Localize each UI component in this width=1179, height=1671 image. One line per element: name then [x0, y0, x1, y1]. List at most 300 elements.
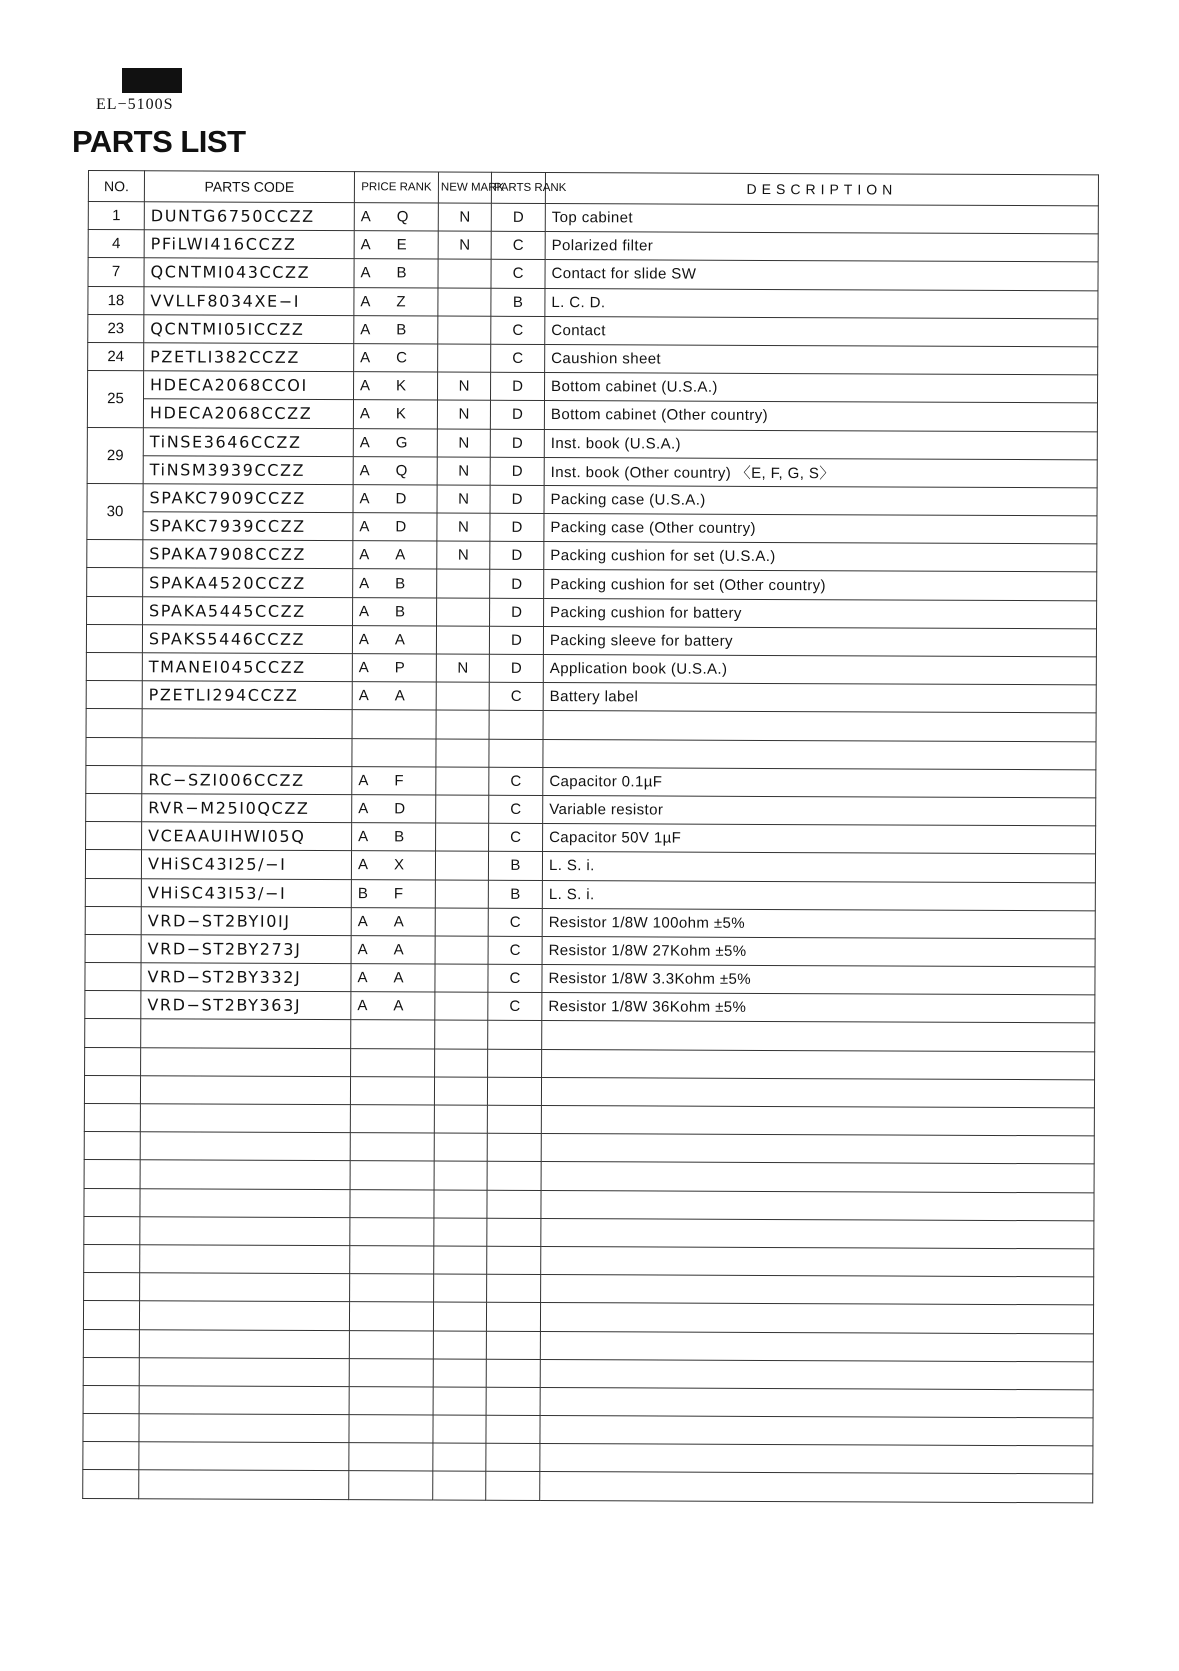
price-rank: [350, 1274, 434, 1303]
price-rank-letter-2: B: [395, 574, 407, 592]
table-row: [85, 934, 1095, 967]
parts-code: VRD−ST2BY363J: [141, 991, 351, 1020]
price-rank: [351, 964, 435, 993]
parts-rank: [488, 1049, 542, 1077]
item-number: [85, 1019, 141, 1047]
new-mark: [437, 569, 490, 597]
parts-rank: D: [490, 513, 544, 541]
new-mark: [435, 851, 488, 879]
price-rank-letter-2: A: [394, 631, 407, 649]
model-number: EL−5100S: [96, 96, 174, 113]
parts-code: SPAKA7908CCZZ: [143, 540, 353, 569]
parts-code: SPAKS5446CCZZ: [142, 625, 352, 654]
price-rank-letter-1: A: [359, 518, 371, 536]
table-row: [88, 371, 1098, 404]
price-rank-letter-1: A: [359, 602, 371, 620]
item-number: [85, 850, 141, 878]
new-mark: N: [437, 429, 490, 457]
price-rank-letter-2: C: [396, 349, 409, 367]
price-rank: [353, 597, 437, 626]
parts-rank: B: [491, 288, 545, 316]
table-row: [84, 1273, 1094, 1306]
price-rank-letter-1: A: [358, 687, 370, 705]
parts-rank: [489, 739, 543, 767]
item-number: [84, 1273, 140, 1301]
description: Packing cushion for set (Other country): [544, 570, 1097, 601]
parts-rank: B: [488, 852, 542, 880]
price-rank-letter-2: E: [396, 236, 408, 254]
description: Contact: [545, 316, 1098, 347]
table-row: [85, 963, 1095, 996]
parts-rank: [486, 1359, 540, 1387]
parts-rank: D: [490, 457, 544, 485]
price-rank: [354, 231, 438, 260]
parts-rank: [486, 1387, 540, 1415]
parts-rank: D: [490, 429, 544, 457]
price-rank-letter-2: K: [396, 377, 408, 395]
parts-code: TiNSM3939CCZZ: [143, 455, 353, 484]
table-row: [86, 681, 1096, 714]
item-number: [86, 822, 142, 850]
parts-rank: C: [489, 823, 543, 851]
new-mark: [433, 1471, 486, 1499]
parts-rank: [486, 1331, 540, 1359]
item-number: [84, 1160, 140, 1188]
table-row: [88, 230, 1098, 263]
parts-code: [139, 1470, 349, 1499]
new-mark: N: [437, 541, 490, 569]
parts-code: PZETLI294CCZZ: [142, 681, 352, 710]
price-rank: [352, 682, 436, 711]
description: Resistor 1/8W 3.3Kohm ±5%: [542, 965, 1095, 996]
parts-code: VVLLF8034XE−I: [144, 286, 354, 315]
item-number: 24: [88, 342, 144, 370]
new-mark: [436, 710, 489, 738]
table-row: [83, 1329, 1093, 1362]
item-number: [87, 596, 143, 624]
new-mark: [434, 1105, 487, 1133]
price-rank-letter-2: Z: [396, 293, 407, 311]
parts-code: SPAKC7939CCZZ: [143, 512, 353, 541]
price-rank: [350, 1161, 434, 1190]
price-rank-letter-2: D: [394, 800, 407, 818]
price-rank-letter-2: Q: [396, 208, 410, 226]
parts-rank: [487, 1218, 541, 1246]
price-rank-letter-2: A: [394, 687, 406, 705]
description: Contact for slide SW: [545, 260, 1098, 291]
parts-rank: [488, 1021, 542, 1049]
parts-code: VRD−ST2BY273J: [141, 935, 351, 964]
parts-rank: [487, 1190, 541, 1218]
item-number: 25: [87, 371, 143, 428]
parts-rank: D: [491, 203, 545, 231]
description: Packing cushion for battery: [544, 598, 1097, 629]
description: Caushion sheet: [545, 344, 1098, 375]
item-number: 29: [87, 427, 143, 484]
parts-rank: C: [491, 260, 545, 288]
column-header-description: DESCRIPTION: [545, 172, 1098, 205]
new-mark: [434, 1246, 487, 1274]
parts-code: RC−SZI006CCZZ: [142, 765, 352, 794]
price-rank-letter-2: P: [394, 659, 406, 677]
parts-code: SPAKA5445CCZZ: [143, 596, 353, 625]
parts-code: TiNSE3646CCZZ: [143, 427, 353, 456]
item-number: [85, 934, 141, 962]
description: [541, 1275, 1094, 1306]
description: Application book (U.S.A.): [543, 654, 1096, 685]
new-mark: [434, 1133, 487, 1161]
parts-code: [142, 709, 352, 738]
description: [540, 1416, 1093, 1447]
item-number: [85, 991, 141, 1019]
parts-code: [141, 1019, 351, 1048]
parts-code: VHiSC43I53/−I: [141, 878, 351, 907]
parts-rank: [486, 1472, 540, 1500]
description: [540, 1387, 1093, 1418]
description: Top cabinet: [545, 203, 1098, 234]
price-rank: [352, 766, 436, 795]
description: Bottom cabinet (U.S.A.): [544, 373, 1097, 404]
price-rank-letter-1: A: [359, 405, 371, 423]
parts-rank: C: [489, 682, 543, 710]
item-number: [86, 652, 142, 680]
item-number: [84, 1216, 140, 1244]
description: Inst. book (U.S.A.): [544, 429, 1097, 460]
parts-rank: C: [489, 795, 543, 823]
table-row: [87, 399, 1097, 432]
item-number: [84, 1075, 140, 1103]
item-number: 18: [88, 286, 144, 314]
new-mark: [436, 626, 489, 654]
parts-code: SPAKA4520CCZZ: [143, 568, 353, 597]
item-number: [86, 765, 142, 793]
new-mark: N: [438, 203, 491, 231]
item-number: 4: [88, 230, 144, 258]
item-number: [83, 1414, 139, 1442]
price-rank: [353, 456, 437, 485]
price-rank: [350, 1246, 434, 1275]
table-row: [88, 314, 1098, 347]
table-row: [86, 737, 1096, 770]
table-row: [83, 1470, 1093, 1503]
table-row: [84, 1132, 1094, 1165]
item-number: [83, 1357, 139, 1385]
parts-rank: D: [489, 626, 543, 654]
price-rank: [349, 1302, 433, 1331]
table-row: [87, 596, 1097, 629]
description: [540, 1331, 1093, 1362]
table-row: [85, 1019, 1095, 1052]
price-rank-letter-1: A: [357, 912, 369, 931]
price-rank-letter-1: B: [357, 884, 369, 902]
price-rank-letter-1: A: [360, 349, 372, 367]
price-rank-letter-1: A: [358, 631, 371, 649]
item-number: [86, 793, 142, 821]
item-number: [83, 1470, 139, 1498]
table-row: [83, 1357, 1093, 1390]
table-row: [87, 568, 1097, 601]
price-rank-letter-2: X: [393, 856, 406, 874]
price-rank: [353, 428, 437, 457]
table-row: [85, 906, 1095, 939]
parts-code: RVR−M25I0QCZZ: [142, 794, 352, 823]
table-row: [85, 1047, 1095, 1080]
column-header-new-mark: NEW MARK: [438, 172, 491, 203]
price-rank-letter-2: B: [396, 264, 408, 282]
new-mark: [435, 936, 488, 964]
description: L. S. i.: [542, 880, 1095, 911]
price-rank-letter-2: A: [393, 941, 405, 959]
parts-code: QCNTMI05ICCZZ: [144, 314, 354, 343]
item-number: [83, 1301, 139, 1329]
new-mark: [438, 259, 491, 287]
parts-rank: [486, 1415, 540, 1443]
new-mark: [433, 1443, 486, 1471]
description: L. C. D.: [545, 288, 1098, 319]
parts-rank: C: [488, 936, 542, 964]
parts-code: [141, 1047, 351, 1076]
price-rank: [351, 1020, 435, 1049]
description: [542, 1021, 1095, 1052]
price-rank-letter-2: A: [393, 997, 405, 1015]
table-row: [86, 793, 1096, 826]
table-row: [83, 1301, 1093, 1334]
item-number: 7: [88, 258, 144, 286]
parts-rank: B: [488, 880, 542, 908]
parts-code: VCEAAUIHWI05Q: [142, 822, 352, 851]
price-rank: [351, 1048, 435, 1077]
new-mark: [434, 1274, 487, 1302]
price-rank: [354, 287, 438, 316]
price-rank: [351, 936, 435, 965]
new-mark: [435, 992, 488, 1020]
table-body: [83, 202, 1099, 1503]
table-row: [87, 455, 1097, 488]
parts-code: DUNTG6750CCZZ: [144, 202, 354, 231]
parts-table: [82, 170, 1099, 1503]
parts-code: [139, 1414, 349, 1443]
table-row: [84, 1244, 1094, 1277]
table-row: [86, 822, 1096, 855]
parts-code: HDECA2068CCZZ: [143, 399, 353, 428]
price-rank: [352, 625, 436, 654]
table-row: [86, 765, 1096, 798]
price-rank: [350, 1217, 434, 1246]
price-rank-letter-1: A: [359, 461, 371, 480]
price-rank: [354, 315, 438, 344]
price-rank-letter-1: A: [360, 377, 372, 395]
price-rank: [349, 1358, 433, 1387]
table-row: [84, 1216, 1094, 1249]
parts-code: [142, 737, 352, 766]
column-header-no: NO.: [88, 171, 144, 202]
new-mark: N: [437, 513, 490, 541]
item-number: [83, 1385, 139, 1413]
parts-code: [139, 1329, 349, 1358]
price-rank: [351, 907, 435, 936]
description: [541, 1190, 1094, 1221]
item-number: [85, 963, 141, 991]
table-header-row: [88, 171, 1098, 206]
price-rank-letter-2: B: [395, 603, 407, 621]
new-mark: [435, 908, 488, 936]
price-rank: [350, 1105, 434, 1134]
price-rank-letter-2: F: [393, 884, 405, 902]
price-rank-letter-1: A: [359, 546, 371, 564]
price-rank-letter-2: F: [394, 772, 405, 790]
price-rank-letter-2: A: [393, 913, 405, 931]
parts-rank: [486, 1303, 540, 1331]
price-rank: [351, 879, 435, 908]
description: [541, 1162, 1094, 1193]
parts-code: [139, 1442, 349, 1471]
table-row: [83, 1442, 1093, 1475]
price-rank: [350, 1133, 434, 1162]
price-rank: [353, 541, 437, 570]
price-rank-letter-1: A: [358, 800, 370, 818]
item-number: [84, 1132, 140, 1160]
new-mark: [436, 823, 489, 851]
parts-rank: D: [490, 485, 544, 513]
item-number: 23: [88, 314, 144, 342]
item-number: [84, 1188, 140, 1216]
parts-rank: D: [490, 542, 544, 570]
new-mark: [438, 344, 491, 372]
price-rank-letter-1: A: [360, 236, 372, 254]
price-rank: [351, 992, 435, 1021]
page-title: PARTS LIST: [72, 124, 246, 159]
new-mark: [433, 1331, 486, 1359]
new-mark: [436, 795, 489, 823]
price-rank-letter-2: B: [396, 321, 408, 339]
price-rank: [352, 738, 436, 767]
price-rank-letter-1: A: [358, 659, 370, 677]
new-mark: [437, 598, 490, 626]
description: Packing sleeve for battery: [543, 626, 1096, 657]
item-number: 30: [87, 483, 143, 540]
table-row: [88, 202, 1098, 235]
item-number: [85, 906, 141, 934]
table-row: [85, 878, 1095, 911]
table-row: [85, 991, 1095, 1024]
description: Resistor 1/8W 100ohm ±5%: [542, 908, 1095, 939]
price-rank-letter-2: A: [393, 969, 405, 987]
parts-code: VHiSC43I25/−I: [141, 850, 351, 879]
description: Inst. book (Other country) 〈E, F, G, S〉: [544, 457, 1097, 488]
price-rank: [352, 795, 436, 824]
parts-code: VRD−ST2BY332J: [141, 963, 351, 992]
price-rank-letter-1: A: [357, 856, 370, 874]
price-rank-letter-2: A: [395, 546, 407, 564]
table-row: [84, 1188, 1094, 1221]
parts-code: [140, 1132, 350, 1161]
price-rank: [352, 823, 436, 852]
new-mark: [436, 682, 489, 710]
logo-mark: [122, 68, 182, 93]
parts-code: TMANEI045CCZZ: [142, 653, 352, 682]
parts-rank: [487, 1274, 541, 1302]
table-row: [86, 624, 1096, 657]
parts-code: [140, 1216, 350, 1245]
parts-rank: D: [490, 598, 544, 626]
table-row: [84, 1103, 1094, 1136]
parts-rank: [486, 1443, 540, 1471]
description: Resistor 1/8W 27Kohm ±5%: [542, 936, 1095, 967]
table-row: [84, 1075, 1094, 1108]
description: [541, 1077, 1094, 1108]
description: [541, 1218, 1094, 1249]
price-rank-letter-1: A: [358, 772, 370, 790]
column-header-parts-rank: PARTS RANK: [491, 172, 545, 203]
table-row: [87, 427, 1097, 460]
new-mark: [433, 1387, 486, 1415]
parts-rank: [487, 1105, 541, 1133]
price-rank: [349, 1443, 433, 1472]
item-number: [86, 737, 142, 765]
price-rank: [353, 569, 437, 598]
item-number: [84, 1103, 140, 1131]
description: Capacitor 50V 1µF: [543, 824, 1096, 855]
price-rank-letter-1: A: [358, 828, 370, 846]
parts-code: [140, 1188, 350, 1217]
price-rank: [353, 485, 437, 514]
new-mark: [433, 1415, 486, 1443]
parts-rank: [487, 1077, 541, 1105]
price-rank: [352, 654, 436, 683]
price-rank: [353, 400, 437, 429]
description: L. S. i.: [542, 852, 1095, 883]
item-number: [87, 540, 143, 568]
parts-code: PZETLI382CCZZ: [144, 343, 354, 372]
item-number: [83, 1442, 139, 1470]
item-number: 1: [88, 202, 144, 230]
table-row: [83, 1414, 1093, 1447]
price-rank-letter-2: B: [394, 828, 406, 846]
price-rank: [349, 1387, 433, 1416]
parts-rank: C: [488, 964, 542, 992]
new-mark: [436, 739, 489, 767]
item-number: [85, 878, 141, 906]
parts-code: QCNTMI043CCZZ: [144, 258, 354, 287]
price-rank-letter-2: D: [395, 518, 408, 536]
item-number: [86, 624, 142, 652]
item-number: [83, 1329, 139, 1357]
price-rank: [351, 851, 435, 880]
parts-code: [140, 1245, 350, 1274]
parts-rank: [487, 1246, 541, 1274]
item-number: [87, 568, 143, 596]
price-rank-letter-1: A: [360, 321, 372, 339]
price-rank-letter-1: A: [359, 433, 371, 451]
new-mark: [434, 1218, 487, 1246]
parts-rank: C: [491, 316, 545, 344]
parts-rank: C: [491, 344, 545, 372]
parts-code: [139, 1357, 349, 1386]
price-rank-letter-2: G: [395, 433, 409, 451]
new-mark: N: [437, 372, 490, 400]
parts-rank: [487, 1133, 541, 1161]
item-number: [85, 1047, 141, 1075]
parts-code: [139, 1386, 349, 1415]
price-rank: [354, 203, 438, 232]
parts-rank: C: [488, 908, 542, 936]
new-mark: N: [438, 231, 491, 259]
table-row: [86, 709, 1096, 742]
price-rank: [353, 513, 437, 542]
parts-code: PFiLWI416CCZZ: [144, 230, 354, 259]
description: [541, 1105, 1094, 1136]
price-rank: [354, 259, 438, 288]
